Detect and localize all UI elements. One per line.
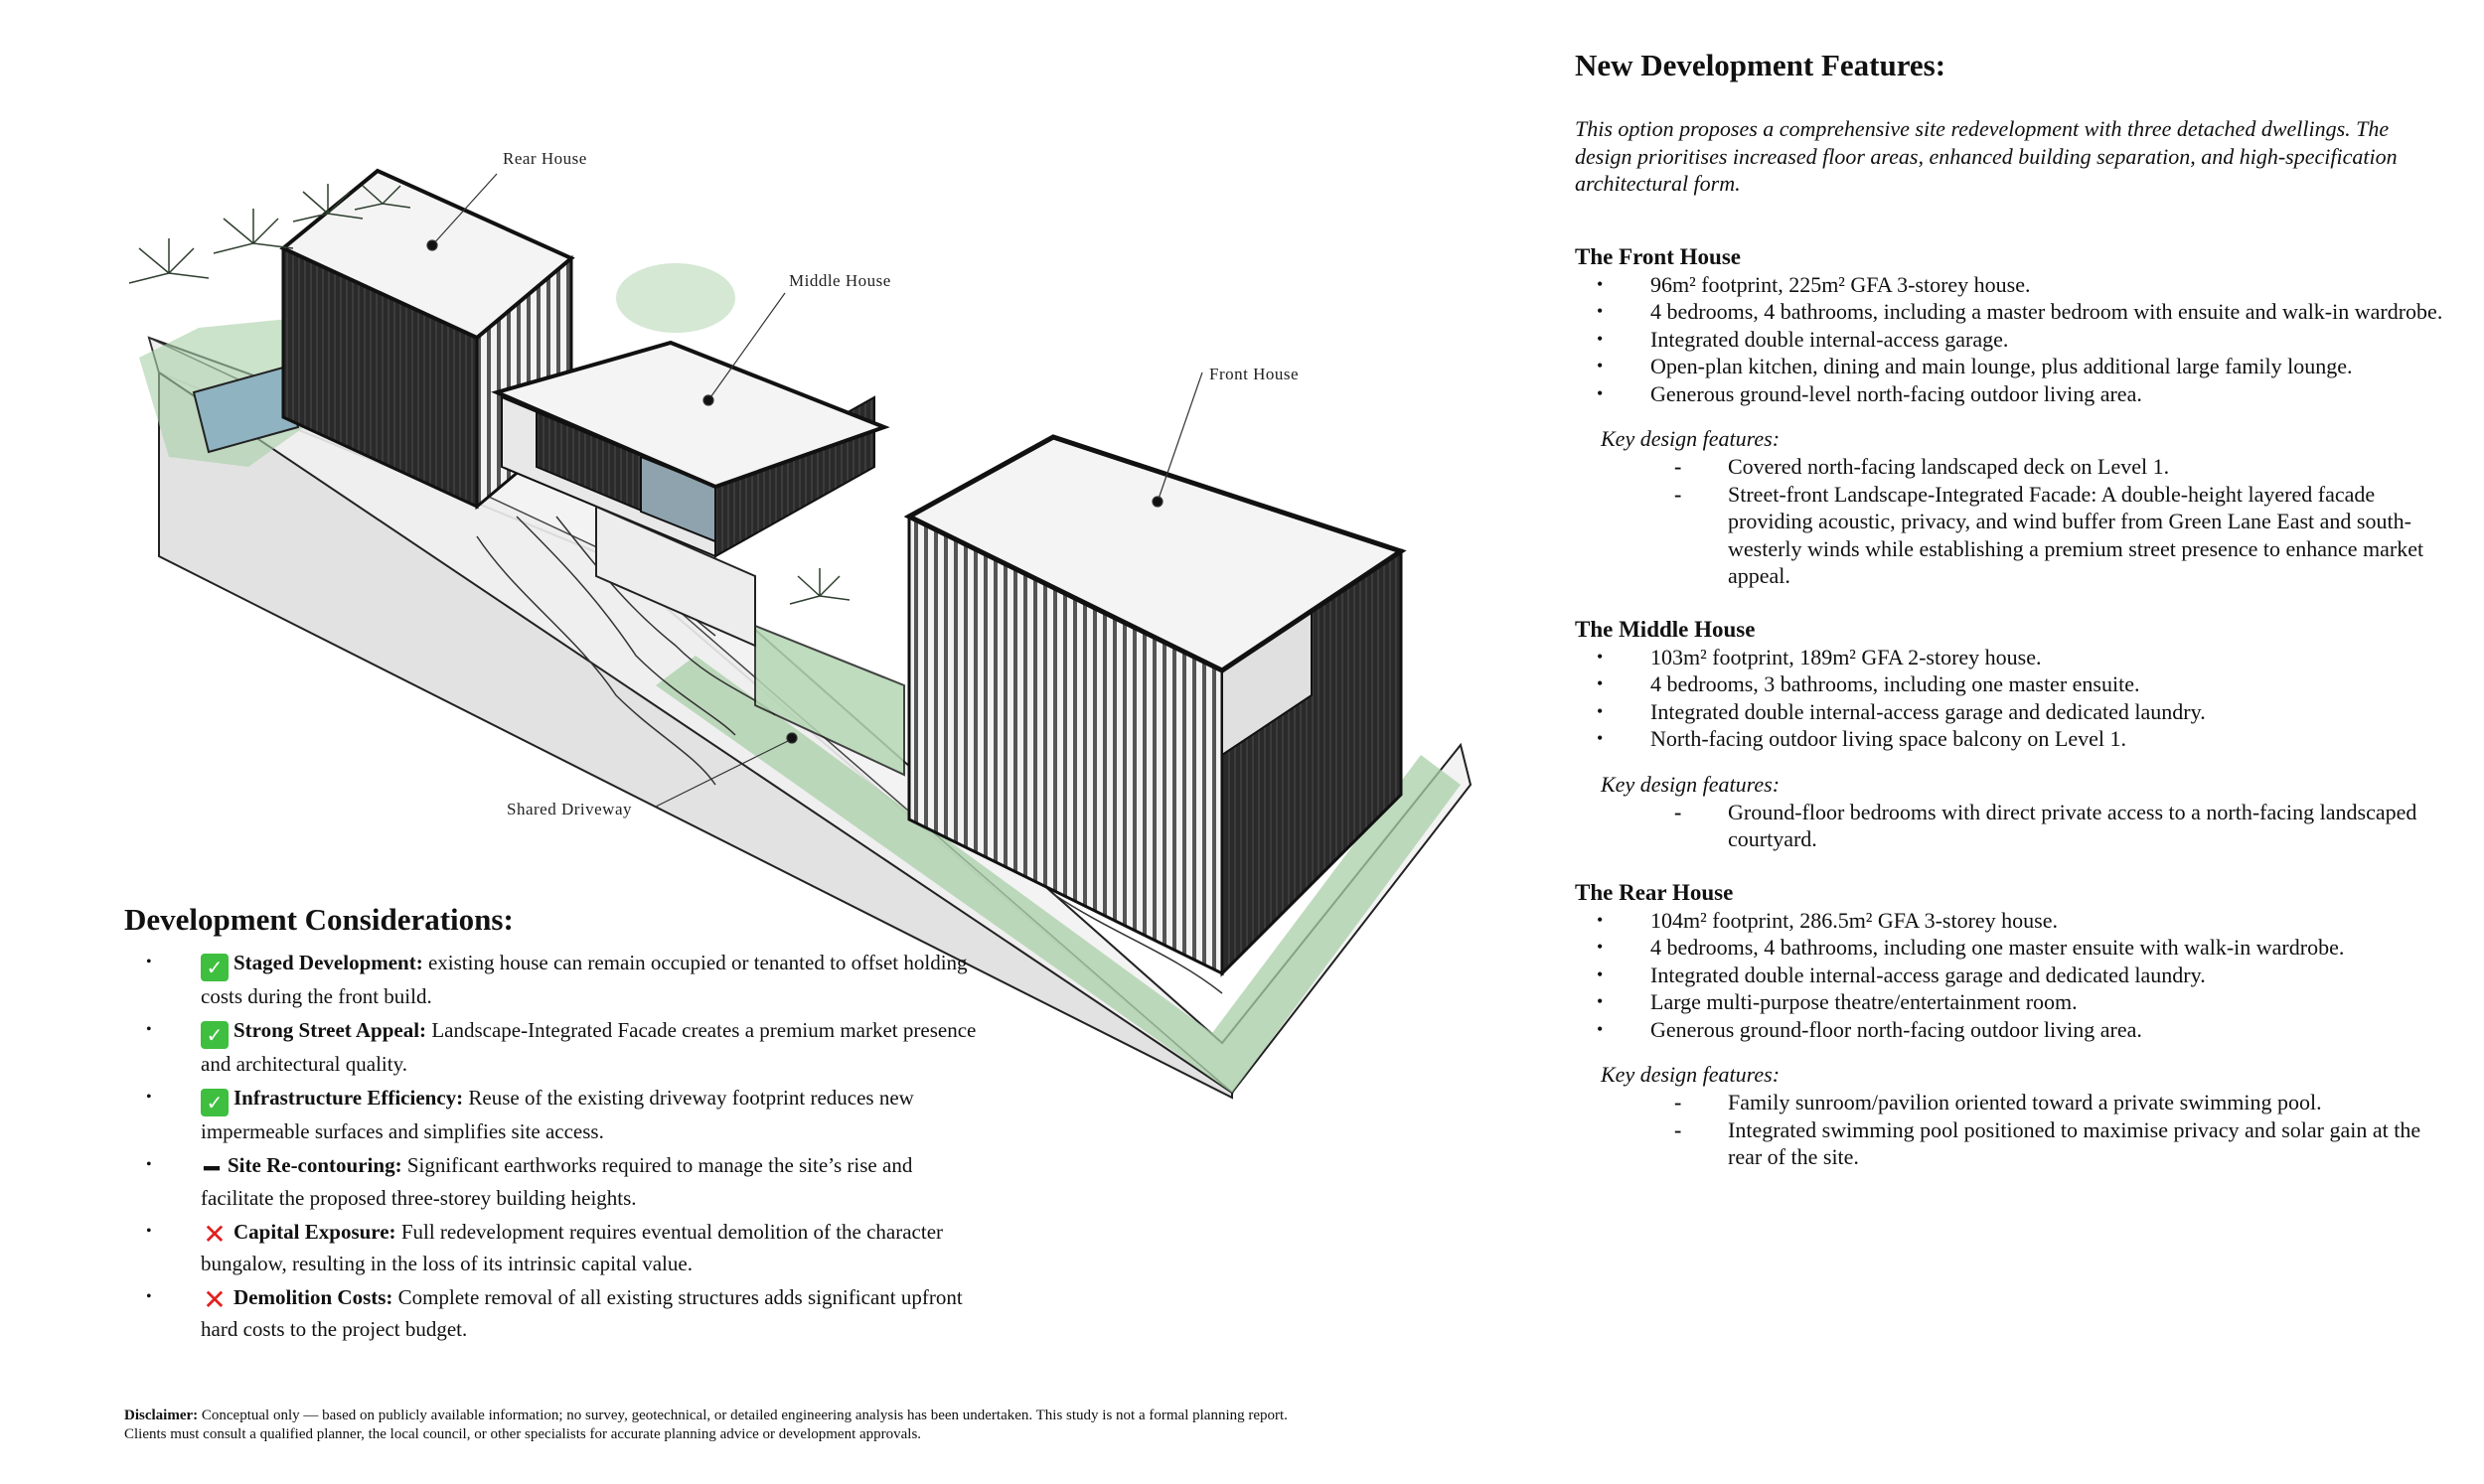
key-design-features-label: Key design features:: [1601, 1062, 1781, 1087]
list-item: • North-facing outdoor living space balcony on Level 1.: [1597, 726, 2126, 751]
list-item: • ✓ Staged Development: existing house can remain occupied or tenanted to offset holding costs during the front build.: [146, 951, 968, 1008]
cross-icon: ✕: [203, 1218, 227, 1251]
list-item: • ✕ Demolition Costs: Complete removal of all existing structures adds significant upfront hard costs to the project budget.: [146, 1283, 963, 1341]
list-item: • 103m² footprint, 189m² GFA 2-storey house.: [1597, 644, 2042, 669]
list-item: • ━ Site Re-contouring: Significant earthworks required to manage the site’s rise and facilitate the proposed three-storey building heights.: [146, 1153, 913, 1210]
considerations-list: [124, 948, 979, 1344]
check-icon: ✓: [201, 1089, 229, 1116]
development-features: [1575, 48, 2449, 1171]
check-icon: ✓: [201, 954, 229, 981]
list-item: • Integrated double internal-access garage and dedicated laundry.: [1597, 962, 2206, 987]
list-item: • 104m² footprint, 286.5m² GFA 3-storey house.: [1597, 907, 2058, 933]
list-item: - Street-front Landscape-Integrated Facade: A double-height layered facade providing acoustic, privacy, and wind buffer from Green Lane East and south-westerly winds while establishing a premium street presence to enhance market appeal.: [1674, 481, 2424, 588]
minus-icon: ━: [204, 1154, 220, 1184]
cross-icon: ✕: [203, 1283, 227, 1316]
list-item: - Ground-floor bedrooms with direct private access to a north-facing landscaped courtyard.: [1674, 799, 2417, 851]
list-item: • Open-plan kitchen, dining and main lounge, plus additional large family lounge.: [1597, 354, 2353, 378]
list-item: • Generous ground-level north-facing outdoor living area.: [1597, 380, 2142, 406]
considerations-title: Development Considerations:: [124, 902, 514, 937]
list-item: - Covered north-facing landscaped deck on Level 1.: [1674, 454, 2170, 479]
list-item: • ✕ Capital Exposure: Full redevelopment requires eventual demolition of the character bungalow, resulting in the loss of its intrinsic capital value.: [146, 1218, 944, 1275]
rear-house-label: Rear House: [503, 149, 587, 168]
disclaimer-label: Disclaimer:: [124, 1408, 199, 1423]
list-item: - Family sunroom/pavilion oriented toward a private swimming pool.: [1674, 1090, 2322, 1114]
middle-house-title: The Middle House: [1575, 616, 1756, 642]
front-house-section: [1575, 243, 2449, 590]
shared-driveway-label: Shared Driveway: [507, 800, 632, 818]
list-item: • Generous ground-floor north-facing outdoor living area.: [1597, 1016, 2142, 1042]
development-considerations: [124, 902, 979, 1348]
rear-house-section: [1575, 879, 2449, 1171]
list-item: • Large multi-purpose theatre/entertainment room.: [1597, 989, 2078, 1014]
list-item: • ✓ Infrastructure Efficiency: Reuse of the existing driveway footprint reduces new impermeable surfaces and simplifies site access.: [146, 1086, 914, 1143]
list-item: • 4 bedrooms, 3 bathrooms, including one master ensuite.: [1597, 671, 2140, 696]
list-item: • 4 bedrooms, 4 bathrooms, including a master bedroom with ensuite and walk-in wardrobe.: [1597, 299, 2443, 324]
list-item: • 96m² footprint, 225m² GFA 3-storey house.: [1597, 271, 2031, 297]
front-house-title: The Front House: [1575, 243, 1741, 269]
key-design-features-label: Key design features:: [1601, 426, 1781, 451]
front-house-label: Front House: [1209, 365, 1300, 383]
list-item: - Integrated swimming pool positioned to maximise privacy and solar gain at the rear of the site.: [1674, 1116, 2421, 1169]
features-intro: This option proposes a comprehensive site redevelopment with three detached dwellings. The design prioritises increased floor areas, enhanced building separation, and high-specification architectural form.: [1575, 116, 2398, 196]
key-design-features-label: Key design features:: [1601, 771, 1781, 797]
middle-house-label: Middle House: [789, 271, 891, 290]
list-item: • Integrated double internal-access garage.: [1597, 326, 2009, 352]
list-item: • ✓ Strong Street Appeal: Landscape-Integrated Facade creates a premium market presence and architectural quality.: [146, 1018, 977, 1076]
rear-house-title: The Rear House: [1575, 879, 1734, 905]
check-icon: ✓: [201, 1021, 229, 1049]
disclaimer-text: Conceptual only — based on publicly available information; no survey, geotechnical, or detailed engineering analysis has been undertaken. This study is not a formal planning report. Clients must consult a qualified planner, the local council, or other specialists for accurate planning advice or development approvals.: [124, 1408, 1288, 1442]
list-item: • 4 bedrooms, 4 bathrooms, including one master ensuite with walk-in wardrobe.: [1597, 935, 2345, 960]
middle-house-section: [1575, 616, 2449, 853]
disclaimer: [124, 1407, 1297, 1444]
features-title: New Development Features:: [1575, 48, 1946, 82]
list-item: • Integrated double internal-access garage and dedicated laundry.: [1597, 698, 2206, 724]
